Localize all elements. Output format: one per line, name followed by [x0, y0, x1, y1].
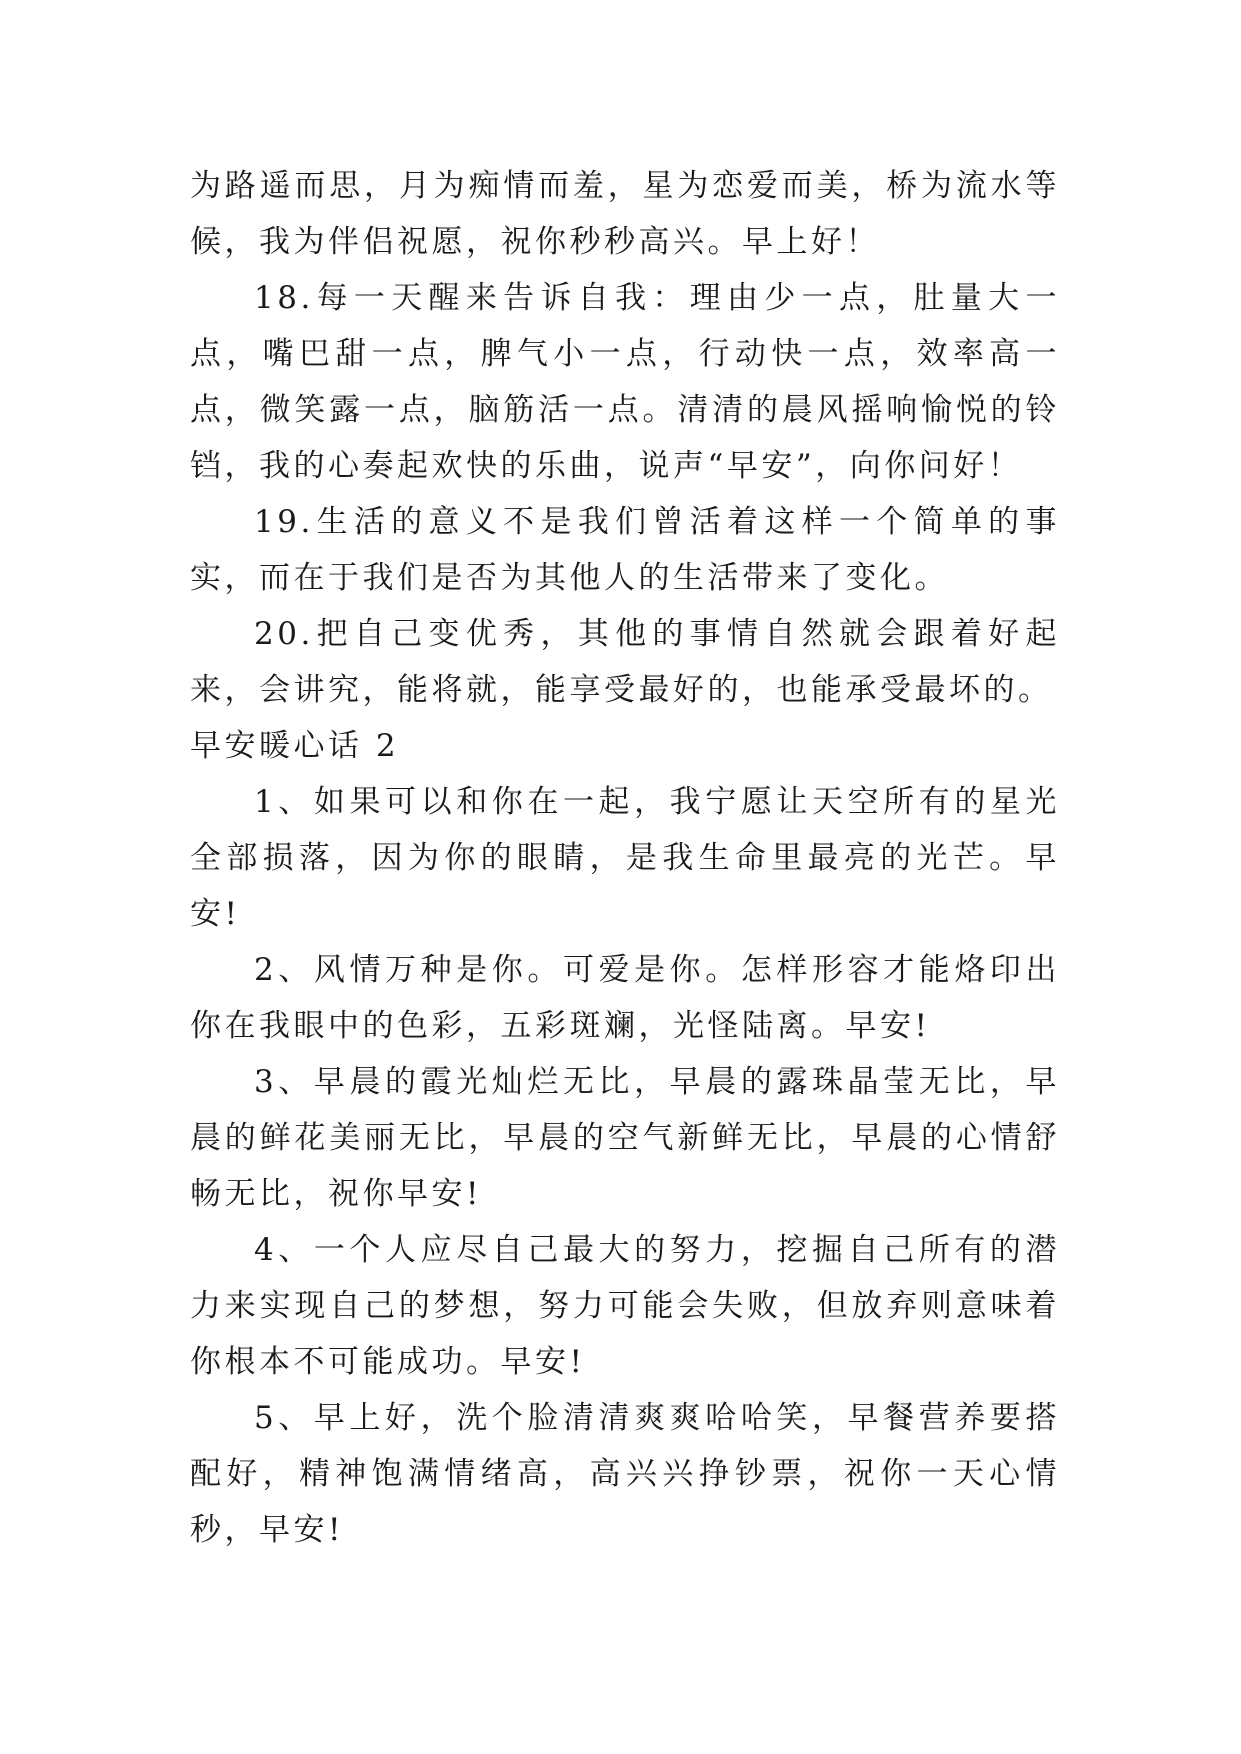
paragraph-continuation: 为路遥而思，月为痴情而羞，星为恋爱而美，桥为流水等候，我为伴侣祝愿，祝你秒秒高兴。早上好！ — [190, 168, 1060, 260]
paragraph-item-2: 2、风情万种是你。可爱是你。怎样形容才能烙印出你在我眼中的色彩，五彩斑斓，光怪陆离。早安! — [190, 952, 1060, 1044]
paragraph-item-5: 5、早上好，洗个脸清清爽爽哈哈笑，早餐营养要搭配好，精神饱满情绪高，高兴兴挣钞票，祝你一天心情秒，早安! — [190, 1400, 1060, 1548]
document-body — [190, 158, 1060, 1558]
paragraph-item-4: 4、一个人应尽自己最大的努力，挖掘自己所有的潜力来实现自己的梦想，努力可能会失败，但放弃则意味着你根本不可能成功。早安! — [190, 1232, 1060, 1380]
paragraph-item-18: 18.每一天醒来告诉自我：理由少一点，肚量大一点，嘴巴甜一点，脾气小一点，行动快一点，效率高一点，微笑露一点，脑筋活一点。清清的晨风摇响愉悦的铃铛，我的心奏起欢快的乐曲，说声“早安”，向你问好！ — [190, 280, 1060, 484]
paragraph-item-20: 20.把自己变优秀，其他的事情自然就会跟着好起来，会讲究，能将就，能享受最好的，也能承受最坏的。 — [190, 616, 1060, 708]
paragraph-item-19: 19.生活的意义不是我们曾活着这样一个简单的事实，而在于我们是否为其他人的生活带来了变化。 — [190, 504, 1060, 596]
paragraph-item-1: 1、如果可以和你在一起，我宁愿让天空所有的星光全部损落，因为你的眼睛，是我生命里最亮的光芒。早安! — [190, 784, 1060, 932]
paragraph-item-3: 3、早晨的霞光灿烂无比，早晨的露珠晶莹无比，早晨的鲜花美丽无比，早晨的空气新鲜无比，早晨的心情舒畅无比，祝你早安! — [190, 1064, 1060, 1212]
section-heading: 早安暖心话 2 — [190, 728, 400, 764]
